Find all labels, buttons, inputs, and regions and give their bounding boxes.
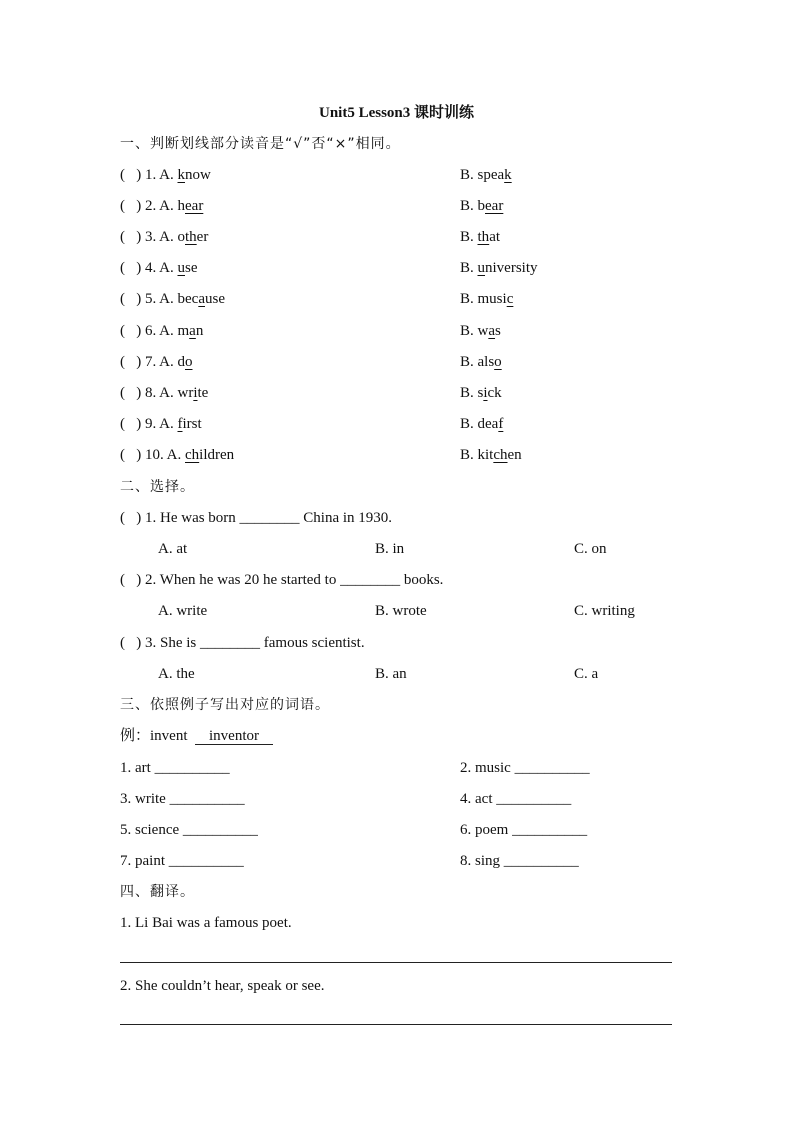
word-item-1: 1. art __________ xyxy=(120,760,230,776)
example-line xyxy=(120,726,273,746)
option-3b: B. an xyxy=(375,666,407,682)
example-label: 例：invent xyxy=(120,728,188,744)
item-text: B. als xyxy=(460,354,495,370)
translate-item-2: 2. She couldn’t hear, speak or see. xyxy=(120,978,325,994)
pronunciation-item-8-b xyxy=(460,383,502,403)
example-answer: inventor xyxy=(195,728,273,745)
item-text: ( ) 10. A. xyxy=(120,447,185,463)
pronunciation-item-5-a xyxy=(120,289,225,309)
pronunciation-item-4-b xyxy=(460,258,538,278)
item-text: n xyxy=(195,323,204,339)
word-item-6: 6. poem __________ xyxy=(460,822,588,838)
item-text: niversity xyxy=(485,260,538,276)
underlined-letters: a xyxy=(488,323,496,339)
item-text: B. xyxy=(460,229,478,245)
pronunciation-item-10-a xyxy=(120,445,234,465)
item-text: te xyxy=(197,385,209,401)
item-text: ( ) 9. A. xyxy=(120,416,178,432)
underlined-letters: u xyxy=(177,260,185,276)
word-item-2: 2. music __________ xyxy=(460,760,590,776)
item-text: en xyxy=(507,447,522,463)
item-text: at xyxy=(489,229,501,245)
item-text: B. spea xyxy=(460,167,505,183)
item-text: ( ) 5. A. bec xyxy=(120,291,199,307)
underlined-letters: ch xyxy=(493,447,508,463)
item-text: ( ) 3. A. o xyxy=(120,229,185,245)
page-title: Unit5 Lesson3 课时训练 xyxy=(318,105,475,121)
pronunciation-item-1-a xyxy=(120,165,211,185)
section3-heading: 三、依照例子写出对应的词语。 xyxy=(120,697,330,713)
item-text: ck xyxy=(487,385,502,401)
item-text: s xyxy=(495,323,501,339)
item-text: use xyxy=(204,291,225,307)
answer-line-2 xyxy=(120,1024,672,1025)
section4-heading: 四、翻译。 xyxy=(120,884,195,900)
underlined-letters: ear xyxy=(185,198,204,214)
question-2: ( ) 2. When he was 20 he started to ________ books. xyxy=(120,572,444,588)
item-text: B. kit xyxy=(460,447,494,463)
option-2a: A. write xyxy=(158,603,208,619)
item-text: B. b xyxy=(460,198,486,214)
item-text: B. s xyxy=(460,385,484,401)
item-text: B. musi xyxy=(460,291,507,307)
underlined-letters: u xyxy=(477,260,486,276)
item-text: ( ) 4. A. xyxy=(120,260,178,276)
translate-item-1: 1. Li Bai was a famous poet. xyxy=(120,915,292,931)
word-item-5: 5. science __________ xyxy=(120,822,258,838)
question-1: ( ) 1. He was born ________ China in 1930. xyxy=(120,510,393,526)
item-text: se xyxy=(185,260,198,276)
pronunciation-item-1-b xyxy=(460,165,512,185)
pronunciation-item-2-b xyxy=(460,196,503,216)
option-1b: B. in xyxy=(375,541,405,557)
option-1c: C. on xyxy=(574,541,607,557)
question-3: ( ) 3. She is ________ famous scientist. xyxy=(120,635,365,651)
underlined-letters: c xyxy=(506,291,514,307)
underlined-letters: a xyxy=(189,323,196,339)
item-text: B. w xyxy=(460,323,489,339)
pronunciation-item-10-b xyxy=(460,445,522,465)
pronunciation-item-3-b xyxy=(460,227,500,247)
item-text: B. dea xyxy=(460,416,499,432)
underlined-letters: ch xyxy=(185,447,200,463)
pronunciation-item-9-b xyxy=(460,414,503,434)
option-2b: B. wrote xyxy=(375,603,427,619)
option-3c: C. a xyxy=(574,666,599,682)
option-1a: A. at xyxy=(158,541,188,557)
item-text: now xyxy=(185,167,211,183)
item-text: ( ) 8. A. wr xyxy=(120,385,194,401)
underlined-letters: th xyxy=(185,229,197,245)
pronunciation-item-3-a xyxy=(120,227,208,247)
word-item-3: 3. write __________ xyxy=(120,791,245,807)
pronunciation-item-5-b xyxy=(460,289,513,309)
pronunciation-item-6-a xyxy=(120,321,203,341)
underlined-letters: i xyxy=(483,385,488,401)
section1-heading: 一、判断划线部分读音是“√”否“×”相同。 xyxy=(120,136,401,152)
option-2c: C. writing xyxy=(574,603,635,619)
underlined-letters: i xyxy=(193,385,198,401)
underlined-letters: k xyxy=(504,167,512,183)
item-text: ( ) 2. A. h xyxy=(120,198,185,214)
pronunciation-item-6-b xyxy=(460,321,501,341)
word-item-7: 7. paint __________ xyxy=(120,853,244,869)
pronunciation-item-7-b xyxy=(460,352,502,372)
underlined-letters: o xyxy=(494,354,502,370)
pronunciation-item-7-a xyxy=(120,352,193,372)
item-text: ( ) 6. A. m xyxy=(120,323,190,339)
item-text: irst xyxy=(182,416,202,432)
pronunciation-item-9-a xyxy=(120,414,202,434)
item-text: ildren xyxy=(199,447,235,463)
pronunciation-item-8-a xyxy=(120,383,208,403)
section2-heading: 二、选择。 xyxy=(120,479,195,495)
underlined-letters: f xyxy=(177,416,183,432)
option-3a: A. the xyxy=(158,666,195,682)
item-text: er xyxy=(196,229,209,245)
pronunciation-item-4-a xyxy=(120,258,198,278)
word-item-4: 4. act __________ xyxy=(460,791,572,807)
word-item-8: 8. sing __________ xyxy=(460,853,579,869)
underlined-letters: o xyxy=(185,354,193,370)
underlined-letters: a xyxy=(198,291,205,307)
answer-line-1 xyxy=(120,962,672,963)
item-text: ( ) 7. A. d xyxy=(120,354,185,370)
underlined-letters: ear xyxy=(485,198,504,214)
underlined-letters: k xyxy=(177,167,185,183)
pronunciation-item-2-a xyxy=(120,196,203,216)
item-text: B. xyxy=(460,260,478,276)
underlined-letters: th xyxy=(477,229,490,245)
underlined-letters: f xyxy=(498,416,504,432)
item-text: ( ) 1. A. xyxy=(120,167,178,183)
